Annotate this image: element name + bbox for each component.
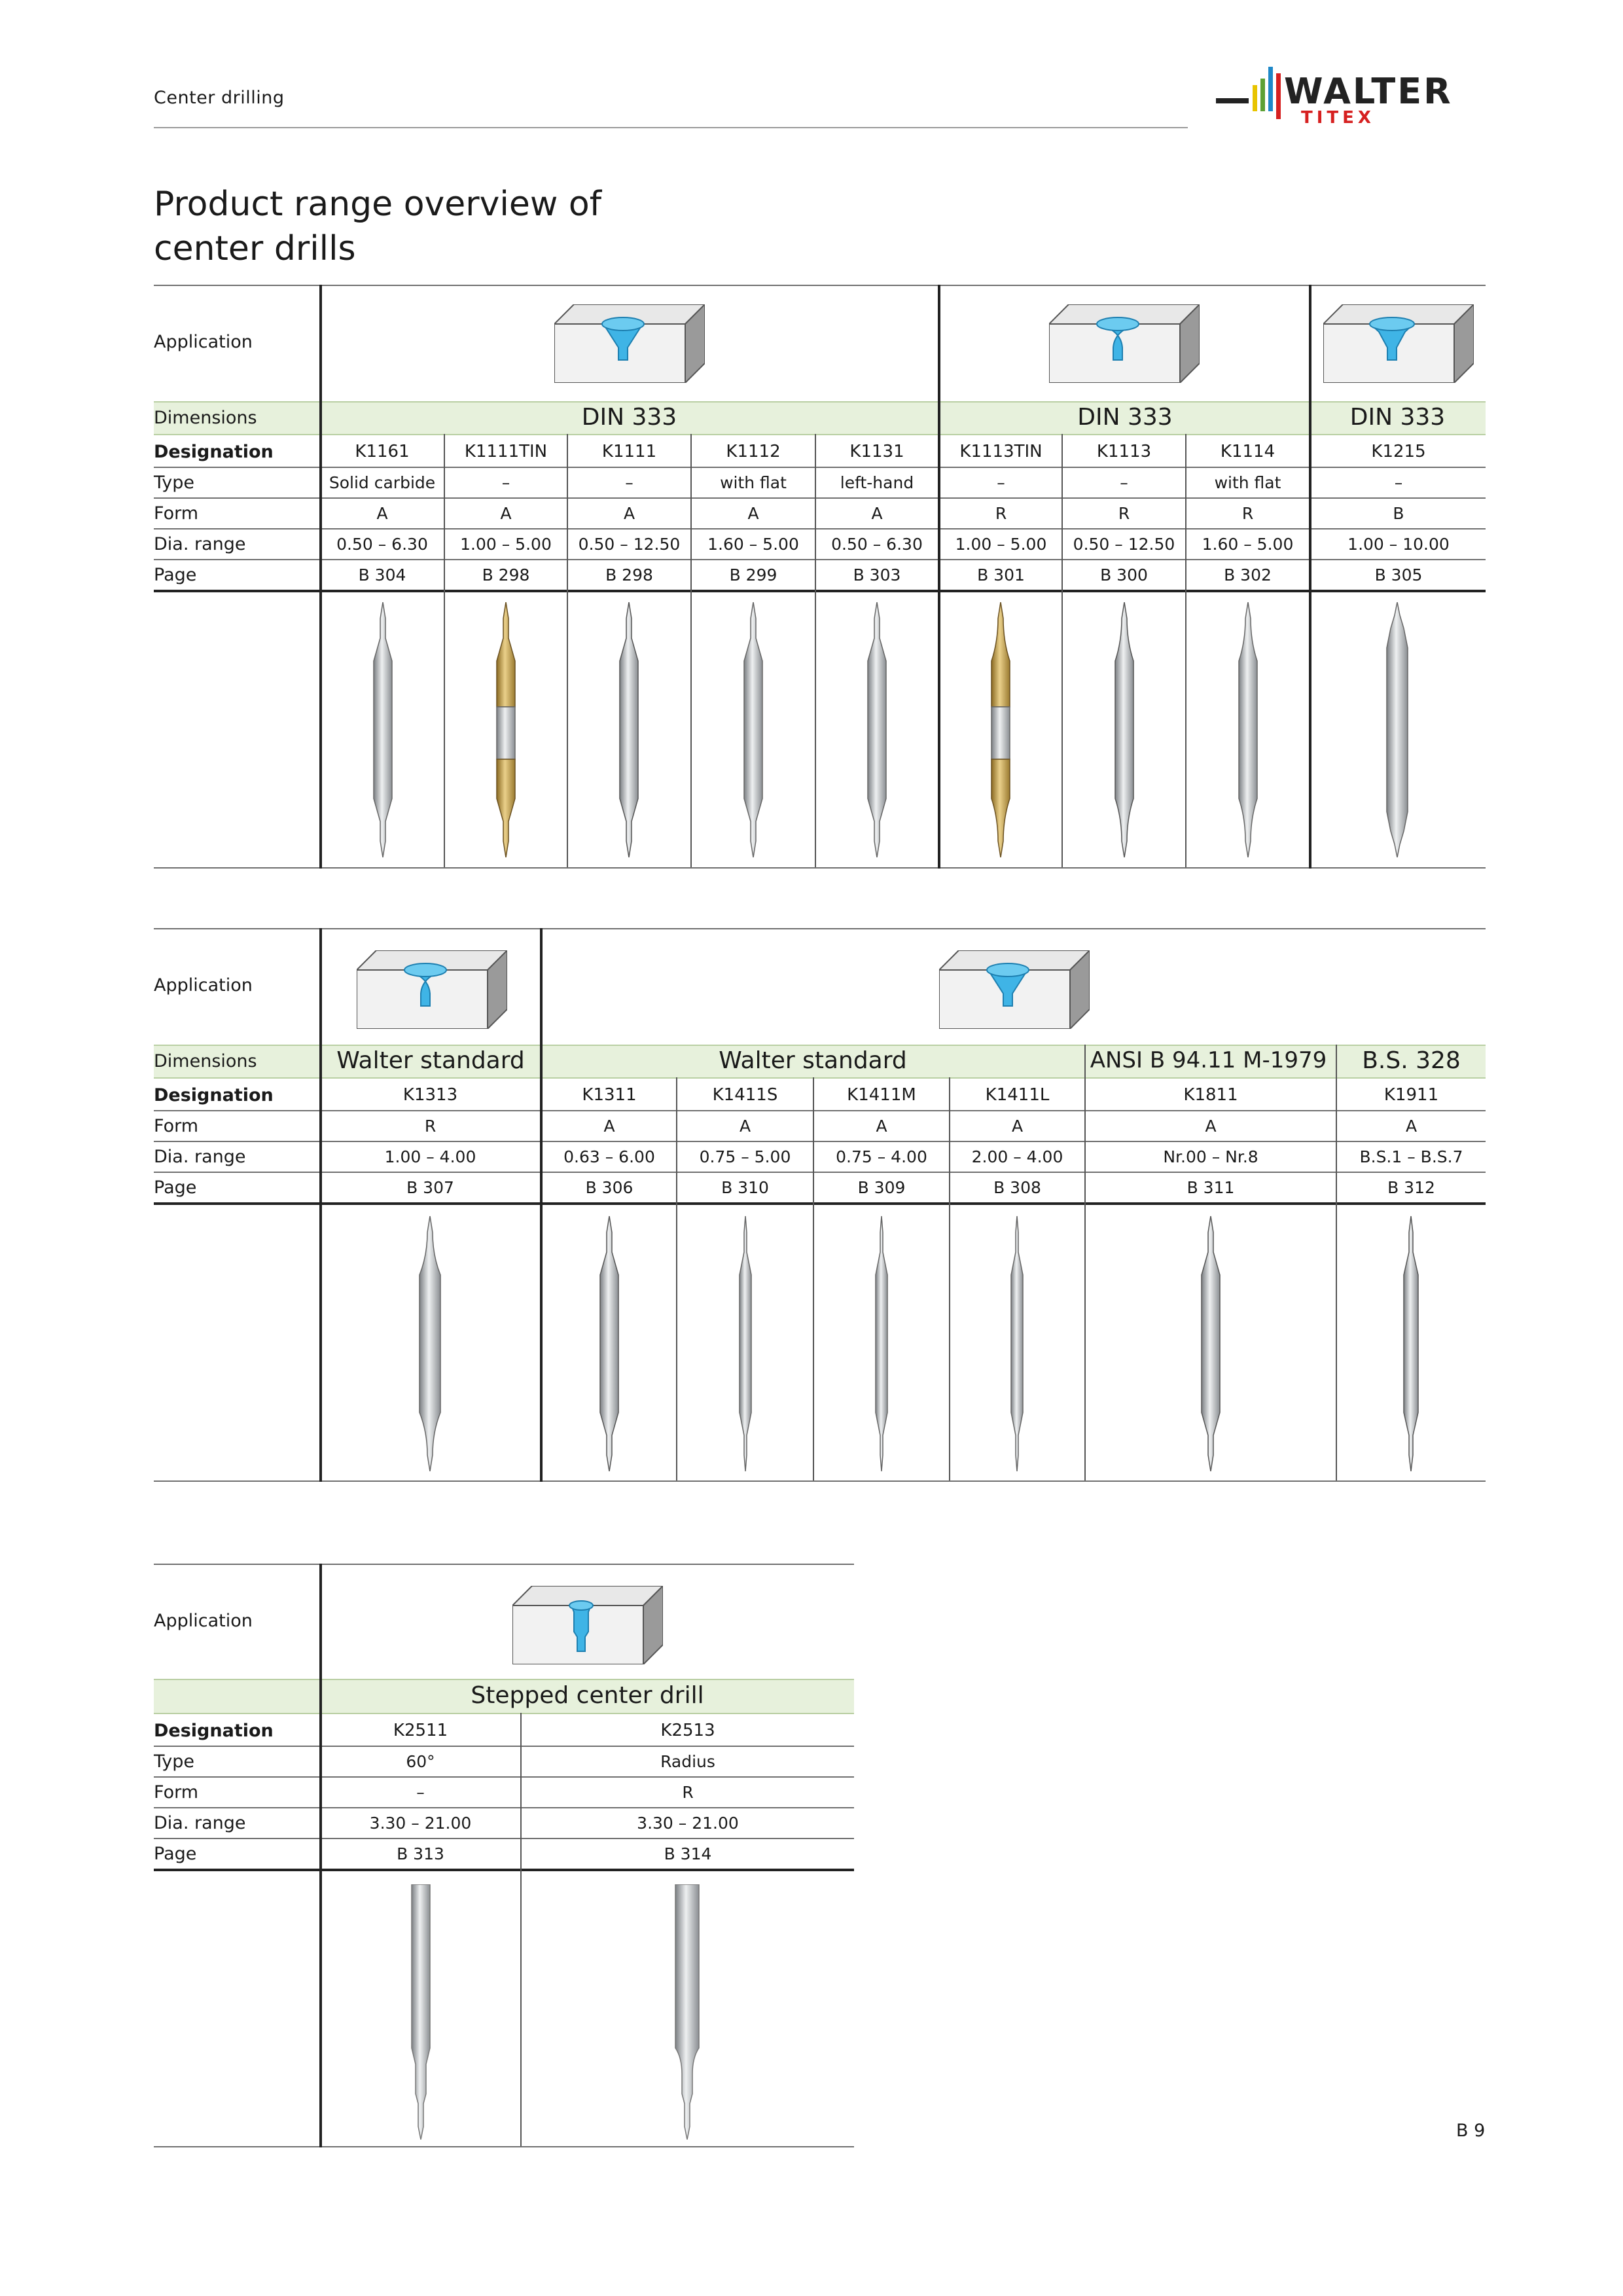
tool-image-k1111 (608, 602, 650, 857)
t1-designation: K1113 (1096, 442, 1152, 461)
section-label: Center drilling (154, 88, 285, 108)
t3-dia: 3.30 – 21.00 (369, 1814, 472, 1833)
t1-designation: K1113TIN (959, 442, 1043, 461)
t1-dia: 1.60 – 5.00 (707, 535, 799, 554)
counterbore-protected-icon (1323, 304, 1474, 383)
label-form: Form (154, 1782, 199, 1803)
label-designation: Designation (154, 1085, 274, 1105)
t1-page: B 301 (977, 565, 1025, 584)
stepped-bore-icon (512, 1586, 663, 1664)
tool-image-k1311 (588, 1216, 630, 1471)
label-dimensions: Dimensions (154, 1051, 257, 1071)
t2-designation: K1411L (985, 1085, 1050, 1105)
t2-page: B 309 (857, 1178, 906, 1197)
t1-designation: K1111 (601, 442, 657, 461)
t1-type: – (997, 473, 1005, 492)
label-dia-range: Dia. range (154, 1813, 246, 1833)
tool-image-k1313 (409, 1216, 451, 1471)
t3-page: B 313 (397, 1844, 444, 1863)
page-title-line2: center drills (154, 229, 356, 268)
t2-page: B 306 (585, 1178, 633, 1197)
page-title (154, 182, 743, 271)
t2-page: B 311 (1186, 1178, 1235, 1197)
t1-type: – (1394, 473, 1403, 492)
t2-dia: B.S.1 – B.S.7 (1359, 1147, 1463, 1166)
counterbore-60-icon (554, 304, 705, 383)
counterbore-60-icon (939, 950, 1090, 1029)
t1-page: B 298 (605, 565, 653, 584)
dim-din333-b: DIN 333 (1349, 404, 1446, 431)
t3-designation: K2511 (393, 1721, 448, 1740)
t2-designation: K1811 (1183, 1085, 1238, 1105)
label-dia-range: Dia. range (154, 1147, 246, 1167)
tool-image-k1112 (732, 602, 774, 857)
dim-walter-standard-a: Walter standard (719, 1047, 907, 1074)
t1-designation: K1131 (849, 442, 904, 461)
dim-din333-r: DIN 333 (1077, 404, 1173, 431)
label-designation: Designation (154, 442, 274, 462)
t1-dia: 1.00 – 10.00 (1347, 535, 1450, 554)
t3-type: Radius (660, 1752, 715, 1771)
svg-text:TITEX: TITEX (1301, 108, 1375, 128)
walter-titex-logo (1216, 59, 1491, 131)
page-number: B 9 (1456, 2121, 1486, 2141)
t2-page: B 308 (993, 1178, 1041, 1197)
t1-designation: K1215 (1371, 442, 1426, 461)
t3-dia: 3.30 – 21.00 (637, 1814, 739, 1833)
label-application: Application (154, 975, 253, 996)
tool-image-k2513 (666, 1884, 708, 2140)
t1-form: A (871, 504, 883, 523)
dim-walter-standard-r: Walter standard (336, 1047, 525, 1074)
tool-image-k1411l (996, 1216, 1038, 1471)
t3-designation: K2513 (660, 1721, 715, 1740)
t3-form: – (416, 1783, 425, 1802)
label-page: Page (154, 1844, 197, 1864)
t1-page: B 298 (482, 565, 530, 584)
table-stepped-center-drill (154, 1564, 854, 2147)
label-dimensions: Dimensions (154, 408, 257, 428)
tool-image-k1911 (1390, 1216, 1432, 1471)
label-application: Application (154, 1611, 253, 1631)
label-page: Page (154, 1177, 197, 1198)
t1-type: – (1120, 473, 1128, 492)
t2-dia: 0.75 – 4.00 (836, 1147, 927, 1166)
label-dia-range: Dia. range (154, 534, 246, 554)
t1-form: B (1393, 504, 1404, 523)
t1-type: with flat (720, 473, 787, 492)
t1-type: – (501, 473, 510, 492)
label-type: Type (154, 473, 195, 493)
t1-type: Solid carbide (329, 473, 436, 492)
t1-dia: 1.60 – 5.00 (1202, 535, 1294, 554)
t2-designation: K1313 (402, 1085, 458, 1105)
label-form: Form (154, 503, 199, 524)
t1-form: A (500, 504, 512, 523)
t1-page: B 302 (1224, 565, 1272, 584)
t1-page: B 303 (853, 565, 901, 584)
table-walter-standard (154, 928, 1486, 1482)
t2-designation: K1911 (1383, 1085, 1439, 1105)
t2-form: A (1205, 1117, 1217, 1136)
t2-designation: K1311 (582, 1085, 637, 1105)
label-application: Application (154, 332, 253, 352)
t1-type: with flat (1214, 473, 1281, 492)
t1-form: R (1118, 504, 1130, 523)
tool-image-k1111tin (485, 602, 527, 857)
svg-text:WALTER: WALTER (1284, 71, 1453, 112)
t2-dia: Nr.00 – Nr.8 (1163, 1147, 1258, 1166)
tool-image-k2511 (400, 1884, 442, 2140)
label-designation: Designation (154, 1721, 274, 1741)
t2-dia: 0.63 – 6.00 (563, 1147, 655, 1166)
page-title-line1: Product range overview of (154, 185, 602, 224)
tool-image-k1113tin (980, 602, 1022, 857)
t2-form: R (424, 1117, 437, 1136)
t3-type: 60° (406, 1752, 435, 1771)
t1-dia: 1.00 – 5.00 (955, 535, 1047, 554)
t1-designation: K1161 (355, 442, 410, 461)
t1-form: R (1241, 504, 1254, 523)
tool-image-k1811 (1190, 1216, 1232, 1471)
t3-form: R (682, 1783, 694, 1802)
t2-form: A (1405, 1117, 1418, 1136)
t1-form: R (995, 504, 1007, 523)
t1-page: B 300 (1100, 565, 1148, 584)
t1-type: left-hand (840, 473, 914, 492)
t1-form: A (747, 504, 759, 523)
tool-image-k1131 (856, 602, 898, 857)
t2-dia: 0.75 – 5.00 (699, 1147, 791, 1166)
t2-form: A (739, 1117, 751, 1136)
label-type: Type (154, 1751, 195, 1772)
t2-form: A (1011, 1117, 1024, 1136)
t1-page: B 304 (358, 565, 406, 584)
dim-din333-a: DIN 333 (581, 404, 677, 431)
t2-dia: 2.00 – 4.00 (971, 1147, 1063, 1166)
t2-page: B 312 (1387, 1178, 1435, 1197)
t1-form: A (623, 504, 635, 523)
t2-dia: 1.00 – 4.00 (384, 1147, 476, 1166)
t1-dia: 1.00 – 5.00 (460, 535, 552, 554)
table-top-border (154, 285, 1486, 286)
header-rule (154, 127, 1188, 128)
label-page: Page (154, 565, 197, 585)
dim-stepped-center-drill: Stepped center drill (471, 1682, 704, 1709)
t1-page: B 305 (1374, 565, 1423, 584)
t2-designation: K1411S (712, 1085, 778, 1105)
t1-designation: K1111TIN (464, 442, 548, 461)
counterbore-radius-icon (357, 950, 507, 1029)
tool-image-k1411s (724, 1216, 766, 1471)
t1-dia: 0.50 – 6.30 (336, 535, 428, 554)
t2-form: A (876, 1117, 887, 1136)
counterbore-radius-icon (1049, 304, 1200, 383)
t1-dia: 0.50 – 12.50 (1073, 535, 1175, 554)
t1-type: – (625, 473, 633, 492)
t2-page: B 310 (721, 1178, 769, 1197)
tool-image-k1161 (362, 602, 404, 857)
tool-image-k1113 (1103, 602, 1145, 857)
t1-designation: K1114 (1220, 442, 1275, 461)
dim-ansi: ANSI B 94.11 M-1979 (1090, 1047, 1327, 1073)
tool-image-k1411m (861, 1216, 902, 1471)
table-din333 (154, 285, 1486, 869)
t1-dia: 0.50 – 6.30 (831, 535, 923, 554)
tool-image-k1114 (1227, 602, 1269, 857)
t2-designation: K1411M (847, 1085, 916, 1105)
tool-image-k1215 (1376, 602, 1418, 857)
t2-page: B 307 (406, 1178, 454, 1197)
t3-page: B 314 (664, 1844, 712, 1863)
t1-page: B 299 (729, 565, 777, 584)
dim-bs328: B.S. 328 (1362, 1047, 1461, 1074)
label-form: Form (154, 1116, 199, 1136)
t1-dia: 0.50 – 12.50 (578, 535, 681, 554)
t1-form: A (376, 504, 388, 523)
t1-designation: K1112 (726, 442, 781, 461)
t2-form: A (603, 1117, 615, 1136)
